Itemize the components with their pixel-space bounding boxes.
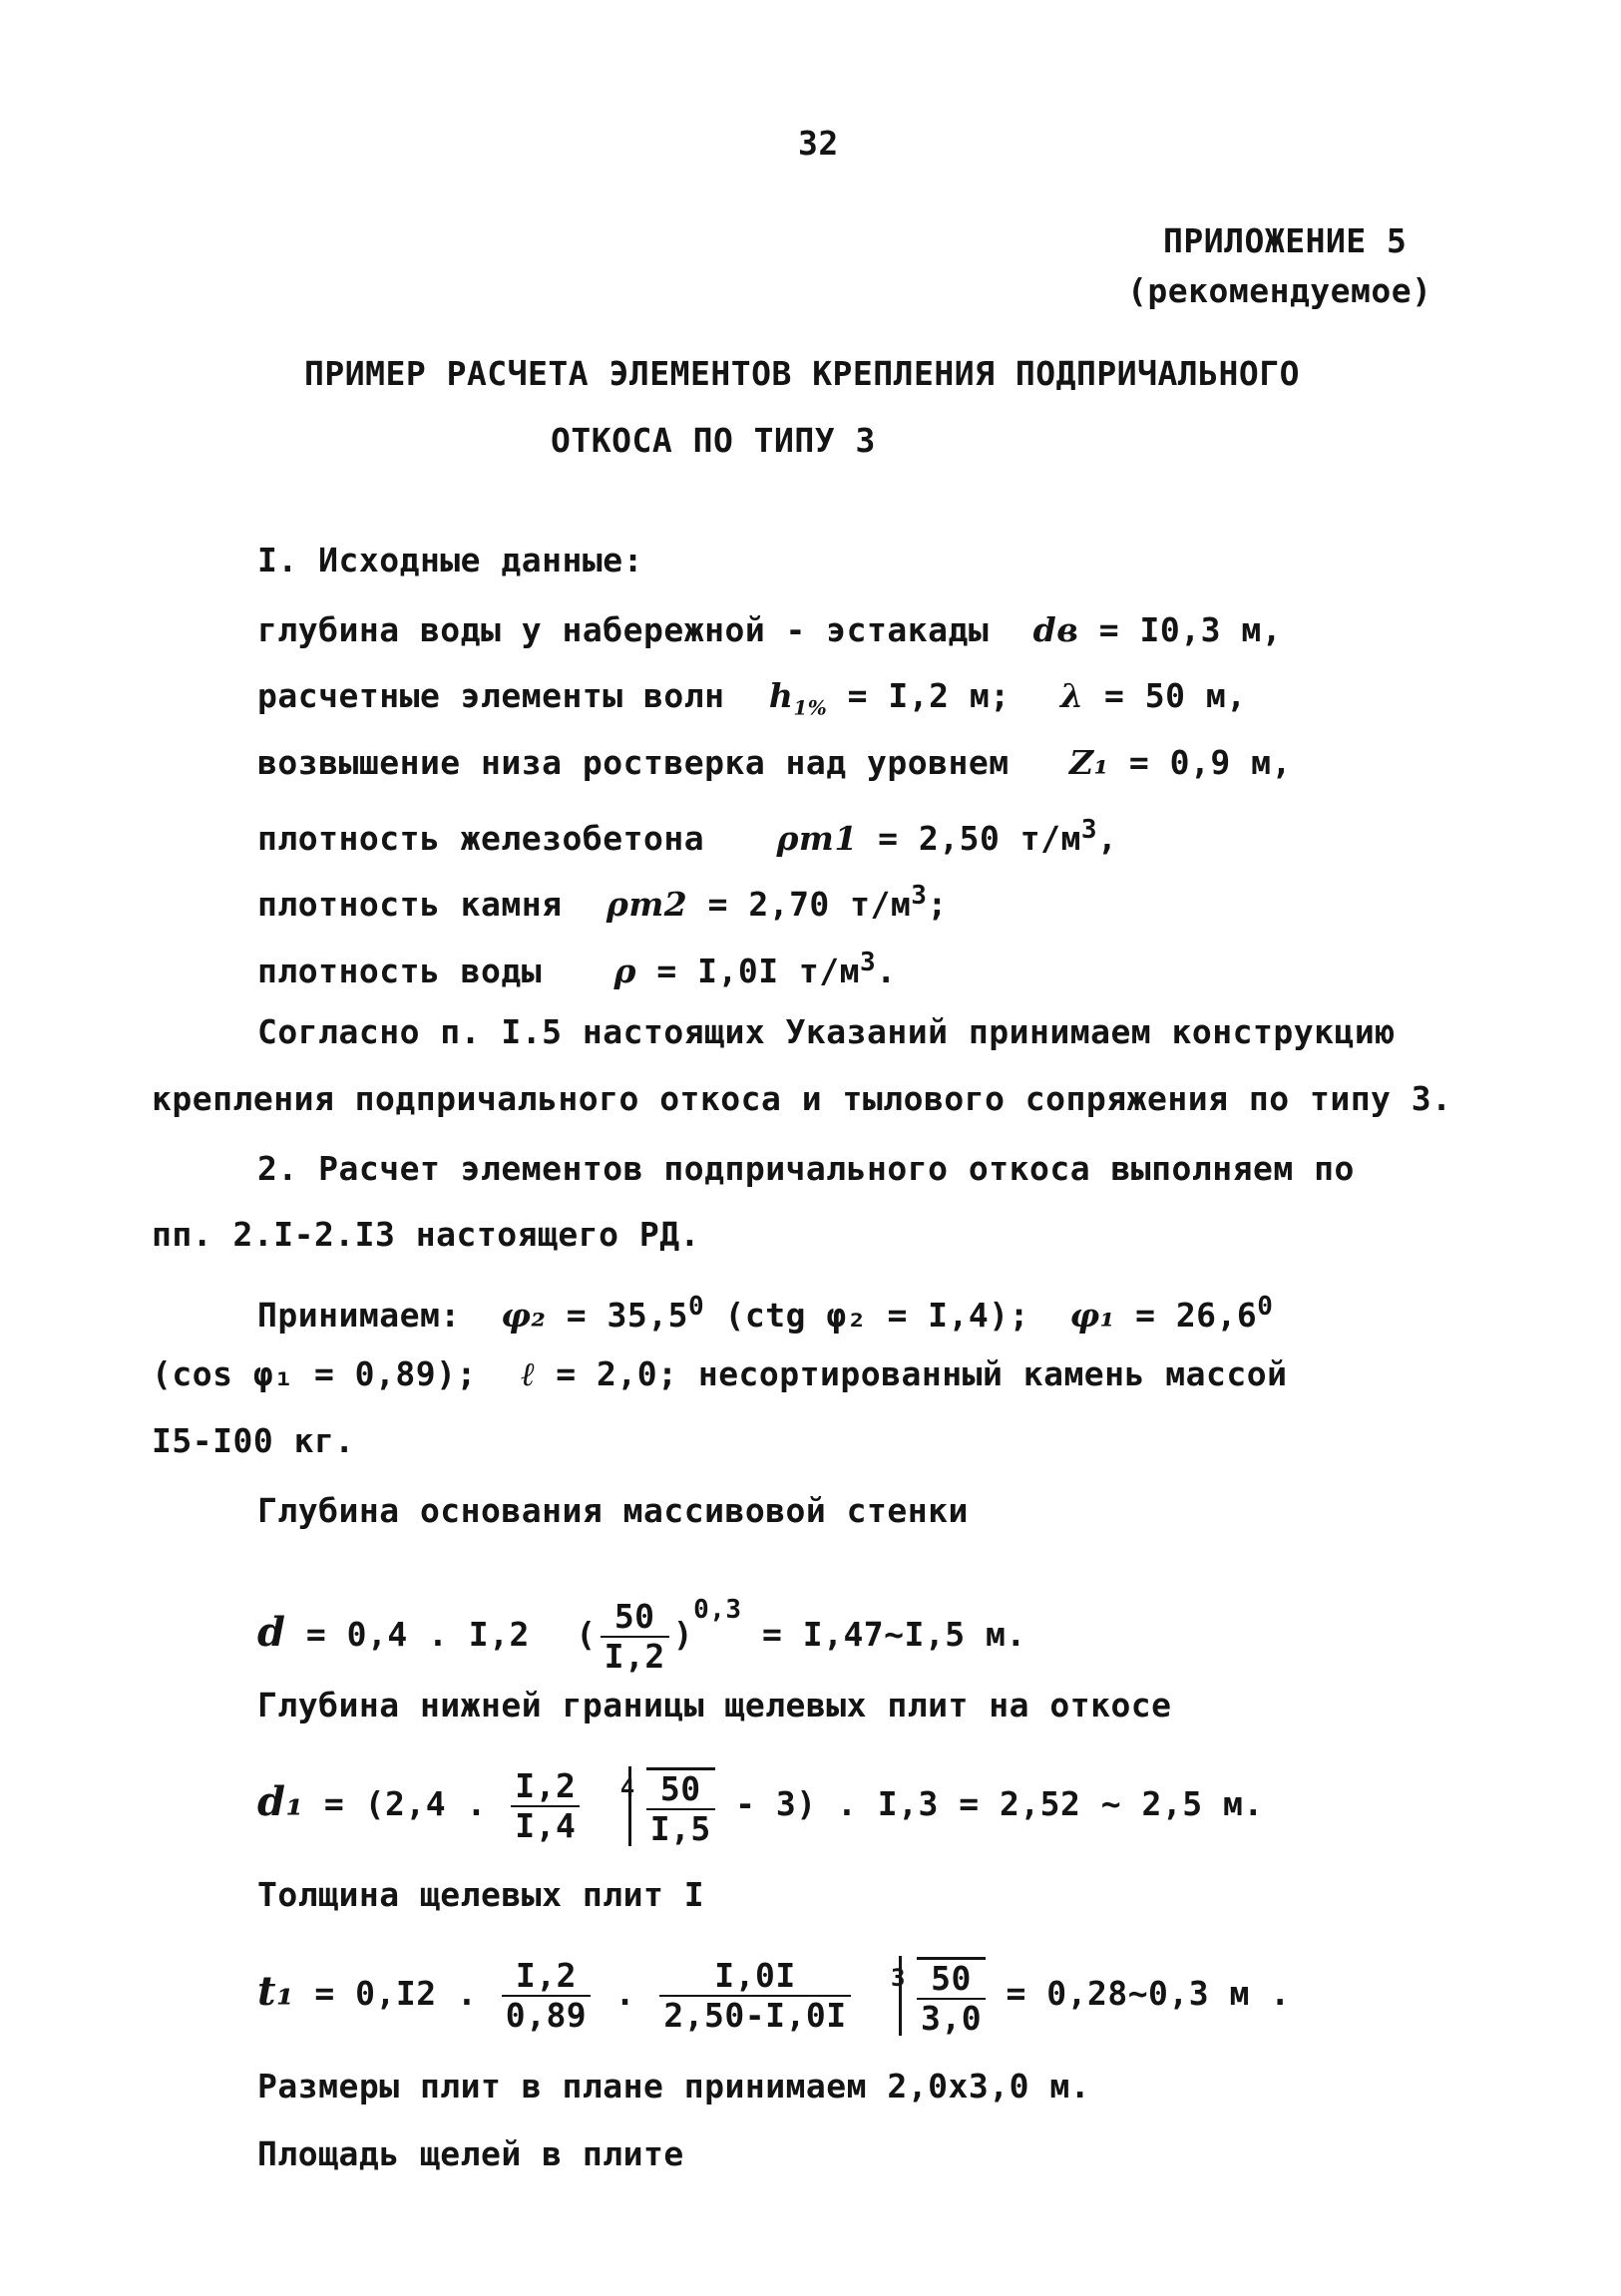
density-water-end: . (876, 952, 897, 990)
base-depth-fraction: $\frac{50}{I,2}$ (601, 1598, 669, 1676)
wave-height-symbol: $h_{1\%}$ (768, 676, 828, 720)
base-depth-result: = I,47~I,5 м. (761, 1615, 1026, 1654)
density-stone-exp: 3 (911, 881, 928, 911)
thickness-root: 3 $\frac{50}{3,0}$ (901, 1954, 986, 2038)
elevation-line (257, 743, 1292, 783)
depth-label: глубина воды у набережной - эстакады (257, 610, 990, 649)
thickness-root-index: 3 (891, 1963, 906, 1992)
appendix-title: ПРИЛОЖЕНИЕ 5 (1163, 221, 1408, 260)
density-concrete-symbol: ρm1 (776, 819, 858, 858)
thickness-formula: t₁ = 0,I2 . $\frac{I,2}{0,89}$ . $\frac{I,0I}{2,50-I,0I}$ 3 $\frac{50}{3,0}$ = 0,28~0,3 м . (257, 1950, 1291, 2038)
density-stone-symbol: ρm2 (606, 885, 688, 924)
thickness-result: = 0,28~0,3 м . (1006, 1974, 1291, 2013)
thickness-lhs: t₁ (257, 1968, 294, 2015)
depth-symbol: dв (1032, 610, 1079, 649)
lower-bound-formula (257, 1760, 1264, 1848)
density-stone-value: = 2,70 т/м (707, 885, 912, 924)
plan-size-line: Размеры плит в плане принимаем 2,0х3,0 м. (257, 2067, 1091, 2105)
ell-symbol: ℓ (521, 1354, 536, 1393)
section-2-line-1: 2. Расчет элементов подпричального откоса выполняем по (257, 1149, 1355, 1188)
paragraph-line-1: Согласно п. I.5 настоящих Указаний принимаем конструкцию (257, 1012, 1396, 1051)
ctg-paren: (ctg φ₂ = I,4); (724, 1296, 1030, 1335)
lower-bound-label: Глубина нижней границы щелевых плит на откосе (257, 1686, 1172, 1724)
lower-bound-root: 4 $\frac{50}{I,5}$ (630, 1764, 715, 1848)
lower-bound-expr: = (2,4 . (323, 1784, 487, 1823)
accept-prefix: Принимаем: (257, 1296, 461, 1335)
thickness-expr: = 0,I2 . (314, 1974, 478, 2013)
density-water-symbol: ρ (613, 952, 636, 990)
phi1-symbol: φ₁ (1069, 1296, 1115, 1335)
lower-bound-root-index: 4 (619, 1773, 635, 1802)
density-water-line (257, 943, 897, 991)
waves-line (257, 676, 1247, 728)
base-depth-lhs: d (257, 1609, 286, 1656)
accept-line-2-rest: = 2,0; несортированный камень массой (556, 1354, 1288, 1393)
accept-line-2 (152, 1354, 1288, 1394)
phi2-value: = 35,5 (566, 1296, 688, 1335)
phi1-value: = 26,6 (1135, 1296, 1258, 1335)
density-concrete-value: = 2,50 т/м (878, 819, 1081, 858)
wave-length-value: = 50 м, (1103, 676, 1247, 715)
base-depth-formula: d = 0,4 . I,2 ( $\frac{50}{I,2}$ )$^{0,3}$ = I,47~I,5 м. (257, 1595, 1026, 1676)
wave-height-value: = I,2 м; (847, 676, 1011, 715)
base-depth-label: Глубина основания массивовой стенки (257, 1491, 969, 1530)
density-stone-end: ; (927, 885, 948, 924)
phi1-degree: 0 (1257, 1292, 1274, 1322)
thickness-fraction-1: $\frac{I,2}{0,89}$ (502, 1957, 591, 2035)
density-stone-line (257, 876, 948, 925)
depth-value: = I0,3 м, (1098, 610, 1283, 649)
density-concrete-line (257, 810, 1117, 859)
elevation-symbol: Z₁ (1068, 743, 1109, 782)
page-number: 32 (798, 124, 839, 163)
section-2-line-2: пп. 2.I-2.I3 настоящего РД. (152, 1215, 700, 1254)
accept-line-1 (257, 1287, 1273, 1336)
density-concrete-label: плотность железобетона (257, 819, 705, 858)
depth-line (257, 610, 1282, 650)
accept-line-3: I5-I00 кг. (152, 1421, 355, 1460)
section-1-title: I. Исходные данные: (257, 541, 643, 579)
lower-bound-fraction: $\frac{I,2}{I,4}$ (511, 1767, 580, 1845)
wave-length-symbol: λ (1059, 676, 1084, 715)
lower-bound-result: - 3) . I,3 = 2,52 ~ 2,5 м. (735, 1784, 1264, 1823)
elevation-label: возвышение низа ростверка над уровнем (257, 743, 1010, 782)
phi2-symbol: φ₂ (501, 1296, 547, 1335)
heading-line-1: ПРИМЕР РАСЧЕТА ЭЛЕМЕНТОВ КРЕПЛЕНИЯ ПОДПРИЧАЛЬНОГО (304, 354, 1301, 393)
waves-label: расчетные элементы волн (257, 676, 725, 715)
density-stone-label: плотность камня (257, 885, 563, 924)
paragraph-line-2: крепления подпричального откоса и тылового сопряжения по типу 3. (152, 1079, 1452, 1118)
cos-paren: (cos φ₁ = 0,89); (152, 1354, 477, 1393)
heading-line-2: ОТКОСА ПО ТИПУ 3 (551, 421, 876, 460)
appendix-subtitle: (рекомендуемое) (1127, 271, 1432, 310)
density-water-value: = I,0I т/м (656, 952, 861, 990)
density-water-exp: 3 (860, 948, 877, 977)
density-water-label: плотность воды (257, 952, 543, 990)
elevation-value: = 0,9 м, (1128, 743, 1292, 782)
density-concrete-end: , (1097, 819, 1118, 858)
density-concrete-exp: 3 (1080, 815, 1098, 845)
thickness-label: Толщина щелевых плит I (257, 1875, 705, 1914)
slot-area-line: Площадь щелей в плите (257, 2134, 684, 2173)
base-depth-expr: = 0,4 . I,2 (305, 1615, 530, 1654)
base-depth-exponent: 0,3 (693, 1595, 742, 1625)
phi2-degree: 0 (687, 1292, 705, 1322)
thickness-fraction-2: $\frac{I,0I}{2,50-I,0I}$ (659, 1957, 850, 2035)
lower-bound-lhs: d₁ (257, 1778, 304, 1825)
